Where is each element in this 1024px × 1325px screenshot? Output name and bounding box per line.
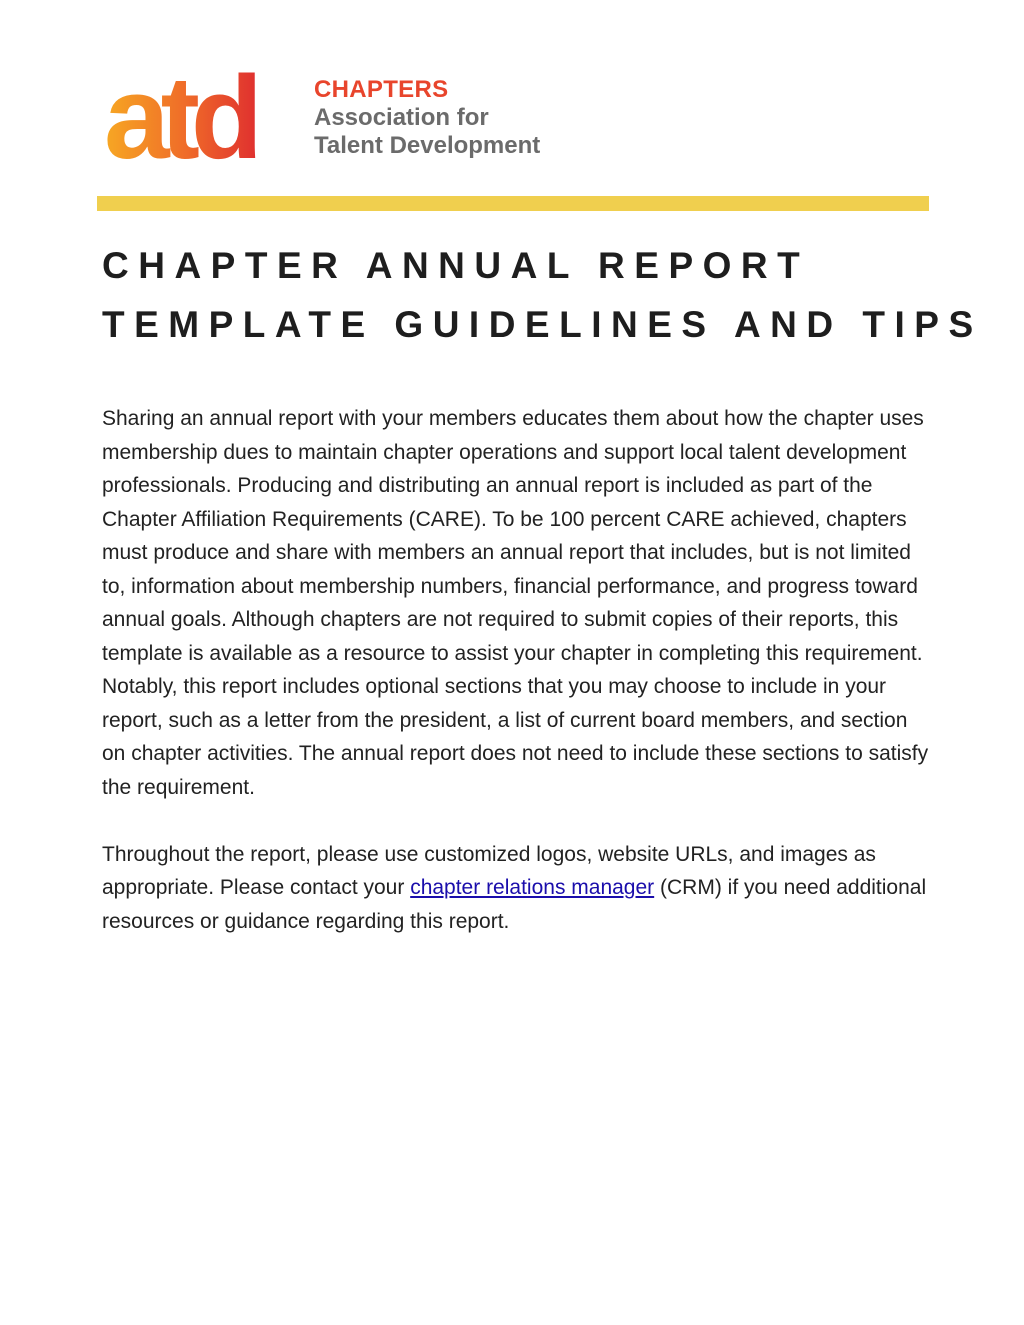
chapter-relations-manager-link[interactable]: chapter relations manager (410, 876, 655, 899)
atd-logo-mark (104, 40, 309, 170)
contact-text-before-link: Throughout the report, please use customized logos, website URLs, and images as appropriate. Please contact your (102, 842, 876, 899)
contact-text-after-link: (CRM) if you need additional resources or guidance regarding this report. (102, 876, 927, 933)
header-divider (97, 196, 929, 211)
logo-chapters-label: CHAPTERS (314, 76, 449, 103)
atd-mark-text: atd (104, 52, 254, 170)
atd-chapters-logo (104, 40, 544, 170)
intro-paragraph: Sharing an annual report with your members educates them about how the chapter uses membership dues to maintain chapter operations and support local talent development professionals. Producing and distributing an annual report is included as part of the Chapter Affiliation Requirements (CARE). To be 100 percent CARE achieved, chapters must produce and share with members an annual report that includes, but is not limited to, information about membership numbers, financial performance, and progress toward annual goals. Although chapters are not required to submit copies of their reports, this template is available as a resource to assist your chapter in completing this requirement. Notably, this report includes optional sections that you may choose to include in your report, such as a letter from the president, a list of current board members, and section on chapter activities. The annual report does not need to include these sections to satisfy the requirement. (102, 407, 929, 799)
page-title-line-2: TEMPLATE GUIDELINES AND TIPS (102, 304, 983, 345)
page-title-line-1: CHAPTER ANNUAL REPORT (102, 245, 810, 286)
page-title (102, 236, 983, 354)
logo-org-line-2: Talent Development (314, 132, 541, 159)
logo-org-line-1: Association for (314, 104, 489, 131)
logo-wordmark (314, 78, 540, 158)
contact-paragraph (102, 838, 932, 939)
document-body (102, 402, 932, 972)
